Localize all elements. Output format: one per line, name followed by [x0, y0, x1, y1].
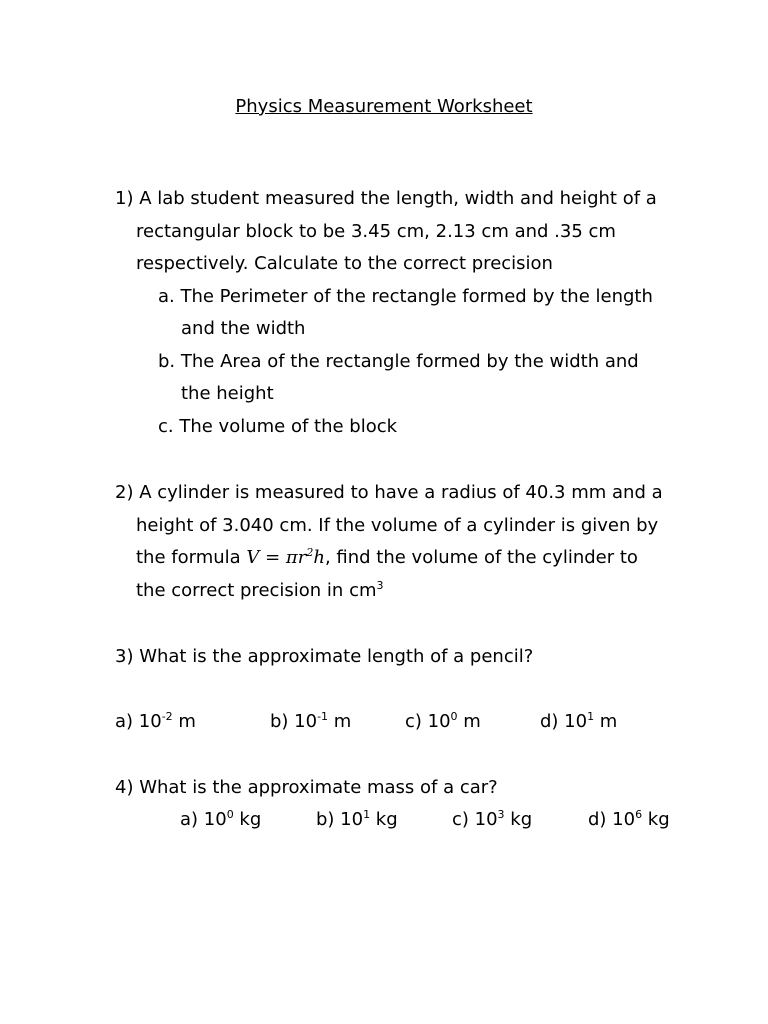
option-exponent: 0 [226, 808, 234, 821]
option-exponent: 3 [497, 808, 505, 821]
q4-option-a [180, 808, 262, 830]
formula-lhs: V = πr [246, 547, 307, 568]
q2-line-4-text: the correct precision in cm [136, 580, 377, 601]
page-title-text: Physics Measurement Worksheet [235, 96, 533, 117]
option-unit: kg [370, 809, 398, 830]
option-unit: kg [504, 809, 533, 830]
q4-question: 4) What is the approximate mass of a car? [115, 777, 498, 798]
option-prefix: d) 10 [588, 809, 636, 830]
q2-unit-exponent: 3 [376, 579, 384, 592]
option-prefix: d) 10 [540, 711, 588, 732]
option-unit: m [457, 711, 481, 732]
option-prefix: a) 10 [180, 809, 227, 830]
option-prefix: b) 10 [316, 809, 364, 830]
q1-part-a-line-1: a. The Perimeter of the rectangle formed by the length [158, 286, 653, 307]
q3-option-c [405, 710, 481, 732]
option-unit: m [328, 711, 352, 732]
q2-line-3-prefix: the formula [136, 547, 247, 568]
q1-line-1: 1) A lab student measured the length, width and height of a [115, 188, 657, 209]
q2-line-2: height of 3.040 cm. If the volume of a cylinder is given by [136, 515, 659, 536]
option-unit: kg [642, 809, 670, 830]
option-exponent: 1 [587, 710, 595, 723]
q3-question: 3) What is the approximate length of a pencil? [115, 646, 534, 667]
option-prefix: c) 10 [405, 711, 451, 732]
q2-line-3 [136, 546, 638, 568]
formula-rhs: h [313, 547, 325, 568]
option-prefix: b) 10 [270, 711, 318, 732]
page-title [0, 98, 768, 116]
formula-exponent: 2 [306, 546, 314, 559]
q2-line-3-suffix: , find the volume of the cylinder to [324, 547, 638, 568]
option-exponent: -1 [317, 710, 329, 723]
q4-option-d [588, 808, 670, 830]
q1-part-b-line-2: the height [181, 383, 274, 404]
q1-part-b-line-1: b. The Area of the rectangle formed by the width and [158, 351, 639, 372]
q2-line-4 [136, 579, 384, 601]
option-exponent: 1 [363, 808, 371, 821]
option-exponent: 0 [450, 710, 458, 723]
q1-line-2: rectangular block to be 3.45 cm, 2.13 cm and .35 cm [136, 221, 616, 242]
q4-option-c [452, 808, 533, 830]
option-unit: m [594, 711, 618, 732]
q1-line-3: respectively. Calculate to the correct precision [136, 253, 553, 274]
option-unit: m [172, 711, 196, 732]
option-prefix: a) 10 [115, 711, 162, 732]
q3-option-a [115, 710, 196, 732]
volume-formula [246, 547, 325, 568]
option-prefix: c) 10 [452, 809, 498, 830]
q2-line-1: 2) A cylinder is measured to have a radius of 40.3 mm and a [115, 482, 663, 503]
option-exponent: -2 [161, 710, 173, 723]
q1-part-a-line-2: and the width [181, 318, 306, 339]
q3-option-b [270, 710, 352, 732]
q4-option-b [316, 808, 398, 830]
q1-part-c-line-1: c. The volume of the block [158, 416, 398, 437]
q3-option-d [540, 710, 618, 732]
option-unit: kg [233, 809, 262, 830]
option-exponent: 6 [635, 808, 643, 821]
